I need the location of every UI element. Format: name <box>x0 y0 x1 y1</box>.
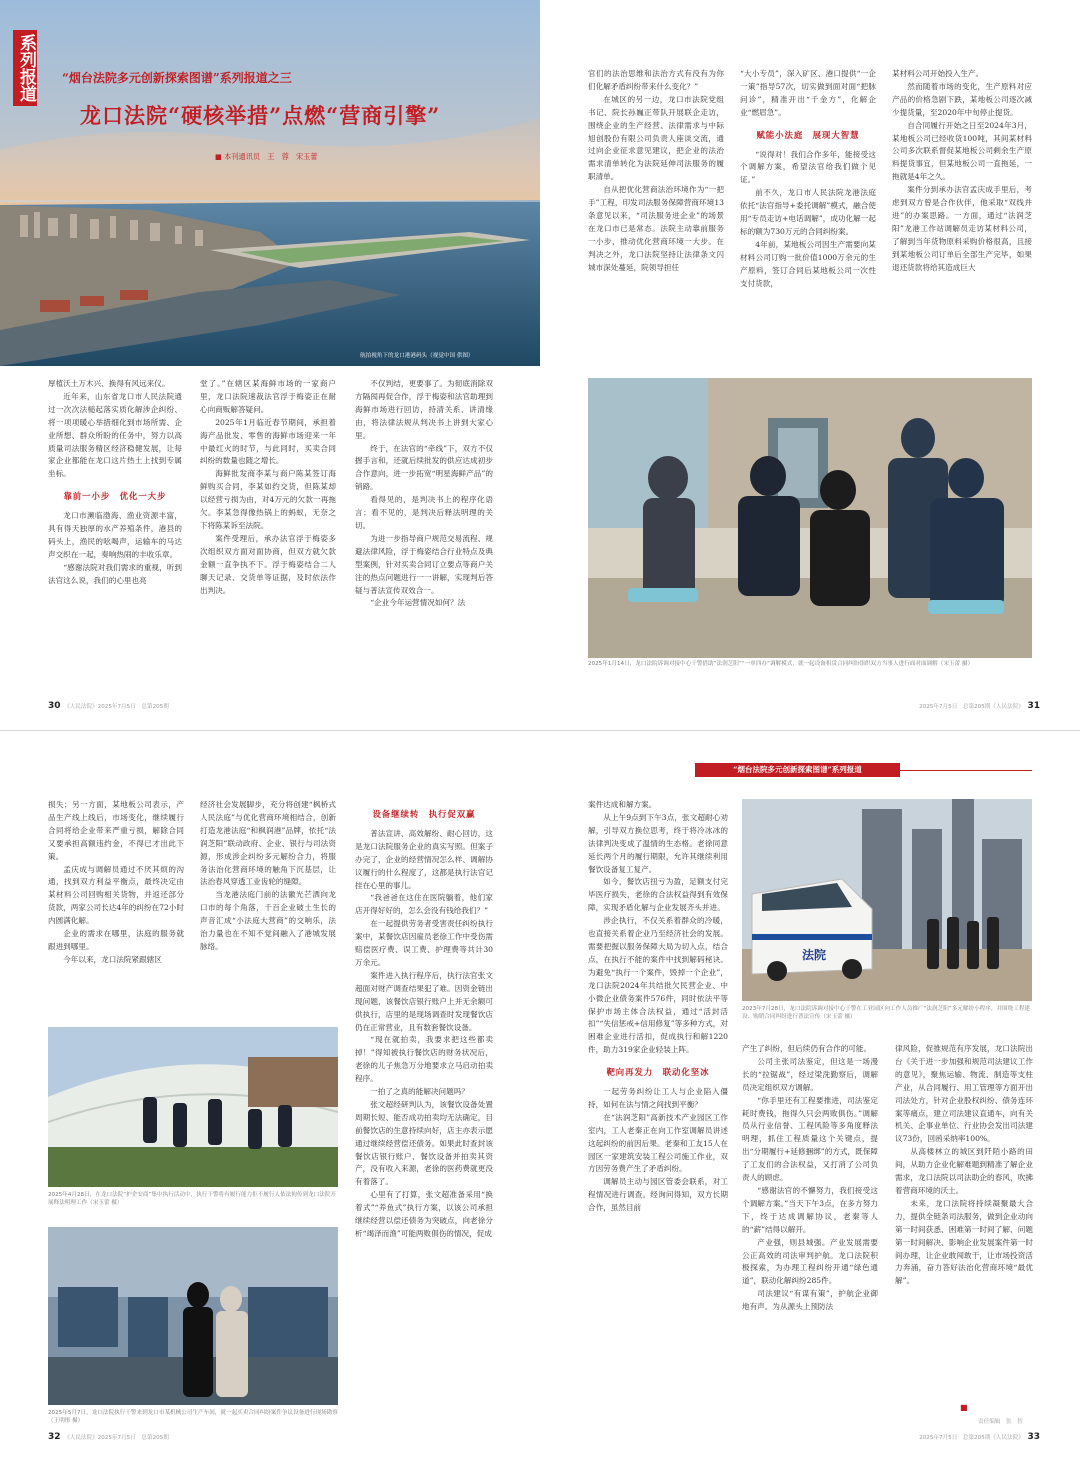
column-1 <box>48 799 184 1039</box>
paragraph: “大小专员”，深入矿区、港口提供“一企一策”指导57次，切实做到面对面“把脉问诊”，精准开出“千金方”，化解企业“燃眉急”。 <box>740 69 876 117</box>
paragraph: 企业的需求在哪里，法庭的服务就跟进到哪里。 <box>48 929 184 951</box>
paragraph: 产生了纠纷，但后续仍有合作的可能。 <box>742 1044 872 1053</box>
paragraph: 未来，龙口法院将持续凝聚最大合力，提供全链条司法服务，做到企业动向第一时间获悉、困难第一时间了解、问题第一时间解决、影响企业发展案件第一时间办理，让企业敢闯敢干，让市场投资活力奔涌，奋力答好法治化营商环境“最优解”。 <box>895 1198 1033 1286</box>
paragraph: 自从把优化营商法治环境作为“一把手”工程，印发司法服务保障营商环境13条意见以来，“司法服务进企业”的场景在龙口市已是常态。法院主动靠前服务一小步，推动优化营商环境一大步。在判决之外，龙口法院坚持让法律条文闪城市深处蔓延，院领导担任 <box>588 185 724 272</box>
column-3 <box>355 378 493 696</box>
photo2-caption: 2025年5月7日，龙口法院执行干警来到龙口市某机械公司生产车间，就一起买卖合同纠纷案件争议设备进行现场勘察（王明彤 摄） <box>48 1410 338 1425</box>
paragraph: 一起劳务纠纷让工人与企业陷入僵持，如何在法与情之间找到平衡？ <box>588 1087 728 1109</box>
paragraph: 从上午9点到下午3点，张文超耐心劝解，引导双方换位思考，终于将冷冰冰的法律判决变成了温情的生态格。老徐同意延长两个月的履行期限，允许其继续利用餐饮设备复工复产。 <box>588 812 728 874</box>
editor-credit: 责任编辑 张 智 <box>978 1419 1023 1425</box>
paragraph: 损失；另一方面，某地板公司表示，产品生产线上线后，市场变化，继续履行合同将给企业带来严重亏损，解除合同又要承担高额违约金，不得已才出此下策。 <box>48 800 184 861</box>
paragraph: 前不久，龙口市人民法院龙港法庭依托“法官指导+委托调解”模式，融合使用“专员走访+电话调解”，成功化解一起标的额为730万元的合同纠纷案。 <box>740 188 876 236</box>
paragraph: 案件进入执行程序后，执行法官张文超面对财产调查结果犯了难。因资金链出现问题，该餐饮店银行账户上并无余额可供执行，店里的是现场调查时发现餐饮店仍在正常营业，且有数套餐饮设备。 <box>355 970 493 1032</box>
hero-photo-caption: 航拍视角下的龙口港港码头（视觉中国 供图） <box>360 353 474 359</box>
paragraph: 产业强，则县城强。产业发展需要公正高效的司法审判护航。龙口法院积极探索，为办理工程纠纷开通“绿色通道”，联动化解纠纷285件。 <box>742 1237 878 1286</box>
page-number: 30 <box>48 701 61 711</box>
section-heading: 靠前一小步 优化一大步 <box>63 491 167 502</box>
article-title: 龙口法院“硬核举措”点燃“营商引擎” <box>80 103 441 128</box>
column-3 <box>895 1043 1033 1403</box>
column-3 <box>355 799 493 1429</box>
paragraph: 案件受理后，承办法官浮于梅姿多次组织双方面对面协商，但双方就欠款金额一直争执不下。浮于梅姿结合二人聊天记录、交货单等证据，及时依法作出判决。 <box>200 533 336 595</box>
folio-text: 《人民法院》2025年7月5日 总第205期 <box>64 1435 169 1441</box>
paragraph: 案件分到承办法官孟庆成手里后，考虑到双方曾是合作伙伴，他采取“双线并进”的办案思路。一方面，通过“法润芝阳”龙港工作站调解员走访某材料公司，了解到当年货物原料采购价格很高，且接到某地板公司订单后全部生产完毕，如果退还货款将给其造成巨大 <box>892 185 1032 272</box>
end-mark: ■ <box>960 1403 968 1412</box>
page-30 <box>0 0 540 730</box>
paragraph: 官们的法治思维和法治方式有没有为你们化解矛盾纠纷带来什么变化？” <box>588 69 724 91</box>
paragraph: 在“法润芝阳”高新技术产业园区工作室内，工人老秦正在向工作室调解员讲述这起纠纷的前因后果。老秦和工友15人在园区一家建筑安装工程公司施工作业，双方因劳务费产生了矛盾纠纷。 <box>588 1112 728 1174</box>
paragraph: 调解员主动与园区管委会联系，对工程情况进行调查。经询问得知，双方长期合作，虽然目前 <box>588 1177 728 1213</box>
page-number: 33 <box>1027 1432 1040 1442</box>
page-number: 32 <box>48 1432 61 1442</box>
paragraph: 一拍了之真的能解决问题吗？ <box>370 1087 469 1097</box>
page-32 <box>0 731 540 1461</box>
paragraph: 经济社会发展脚步，充分将创建“枫桥式人民法庭”与优化营商环境相结合，创新打造龙港法庭“和枫润港”品牌，依托“法润芝阳”联动政府、企业、银行与司法资源，形成涉企纠纷多元解纷合力，将服务法治化营商环境的触角下沉基层，让法治春风穿透工业齿轮的缝隙。 <box>200 800 336 887</box>
industrial-park-photo <box>742 799 1032 1001</box>
factory-inspection-photo <box>48 1227 338 1405</box>
section-heading: 靶向再发力 联动化坚冰 <box>606 1067 710 1078</box>
paragraph: 厚植沃土万木兴、换得有风远来仪。 <box>48 379 170 388</box>
folio <box>919 1432 1040 1442</box>
paragraph: 海鲜批发商李某与商户陈某签订海鲜购买合同，李某如约交货，但陈某却以经营亏损为由，对4万元的欠款一再拖欠。李某急得像热锅上的蚂蚁，无奈之下将陈某诉至法院。 <box>200 469 336 530</box>
paragraph: 孟庆成与调解员通过不厌其烦的沟通，找到双方利益平衡点，最终决定由某材料公司回购相关货物，并返还部分货款，两家公司长达4年的纠纷在72小时内圆满化解。 <box>48 864 184 926</box>
mediation-photo <box>588 378 1032 658</box>
page-31 <box>540 0 1080 730</box>
paragraph: 在一起提供劳务者受害责任纠纷执行案中，某餐饮店因雇员老徐工作中受伤需赔偿医疗费、误工费、护理费等共计30万余元。 <box>355 919 493 967</box>
paragraph: “感谢法官的不懈努力，我们接受这个调解方案。”当天下午3点，在多方努力下，终于达成调解协议，老秦等人的“薪”结得以解开。 <box>742 1185 878 1234</box>
paragraph: 公司主张司法鉴定，但这是一场漫长的“拉锯战”，经过梁洗勤察后，调解员决定组织双方调解。 <box>742 1056 878 1092</box>
enforcement-greenhouse-photo <box>48 1027 338 1187</box>
banner-rule <box>900 770 1032 771</box>
paragraph: 终于，在法官的“牵线”下，双方不仅握手言和，还就后续批发的供应达成初步合作意向，进一步拓宽“明星海鲜产品”的销路。 <box>355 443 493 492</box>
paragraph: 今年以来，龙口法院紧跟辖区 <box>63 954 162 964</box>
paragraph: 近年来，山东省龙口市人民法院通过一次次法槌起落实质化解涉企纠纷、将一项项暖心举措细化到市场所需、企业所想、群众所盼的任务中，努力以高质量司法服务精区经济稳健发展，让每家企业都能在龙口这片热土上找到专属坐标。 <box>48 391 182 479</box>
paragraph: 心里有了打算，张文超准备采用“换着式”“养鱼式”执行方案，以该公司承担继续经营以偿还债务为突破点，向老徐分析“竭泽而渔”可能两败俱伤的情况，促成 <box>355 1190 493 1238</box>
paragraph: 堂了。”在辖区某海鲜市场的一家商户里，龙口法院速裁法官浮于梅姿正在耐心向商贩解答疑问。 <box>200 379 336 414</box>
paragraph: “说得对！我们合作多年，能接受这个调解方案，希望法官给我们做个见证。” <box>740 149 876 185</box>
paragraph: 4年前，某地板公司因生产需要向某材料公司订购一批价值1000万余元的生产原料，签订合同后某地板公司一次性支付货款， <box>740 239 876 288</box>
paragraph: “我爸爸在这住在医院躺着，他们家店开得好好的，怎么会没有钱给我们？” <box>355 893 493 916</box>
column-2 <box>742 1043 878 1429</box>
paragraph: 不仅判结，更要事了。为彻底消除双方隔阂再促合作，浮于梅姿和法官助理到海鲜市场进行回访，持清关系、讲清缘由，将法律法规从判决书上讲到大家心里。 <box>355 379 493 440</box>
paragraph: “你手里还有工程要推进，司法鉴定耗时费钱，拖得久只会两败俱伤。”调解员从行业信誉、工程风险等多角度释法明理，抓住工程质量这个关键点，提出“分期履行+延修捆绑”的方式，既保障了工友们的合法权益，又打消了公司负责人的顾虑。 <box>742 1095 878 1183</box>
hero-harbor-photo <box>0 0 540 366</box>
series-banner: “烟台法院多元创新探索图谱”系列报道 <box>695 763 900 777</box>
paragraph: “感谢法院对我们需求的重视，听到法官这么说，我们的心里也亮 <box>48 562 182 585</box>
paragraph: 为进一步指导商户规范交易流程、规避法律风险，浮于梅姿结合行业特点及典型案例，针对买卖合同订立要点等商户关注的热点问题进行一一讲解，实现判后答疑与普法宣传双效合一。 <box>355 533 493 595</box>
paragraph: 看得见的，是判决书上的程序化语言；看不见的，是判决后释法明理的关切。 <box>355 495 493 530</box>
section-heading: 设备继续转 执行促双赢 <box>372 809 476 819</box>
paragraph: 如今，餐饮店扭亏为盈，足额支付完毕医疗损失，老徐的合法权益得到有效保障，实现矛盾化解与企业发展齐头并进。 <box>588 877 728 913</box>
paragraph: 龙口市濒临渤海、渔业资源丰富，具有得天独厚的水产养殖条件，港县的码头上，渔民的吆喝声，运输车的马达声交织在一起，奏响热闹的丰收乐章。 <box>48 511 182 559</box>
column-1 <box>588 68 724 364</box>
page-number: 31 <box>1027 701 1040 711</box>
folio <box>48 701 169 711</box>
folio-text: 《人民法院》2025年7月5日 总第205期 <box>64 704 169 710</box>
paragraph: “现在就拍卖，我要求把这些都卖掉！”得知被执行餐饮店的财务状况后，老徐的儿子焦急万分地要求立马启动拍卖程序。 <box>355 1035 493 1084</box>
paragraph: 律风险，促推规范有序发展，龙口法院出台《关于进一步加强和规范司法建议工作的意见》，聚焦运输、物流、制造等支柱产业，从合同履行、用工管理等方面开出司法处方，针对企业股权纠纷、债务连环案等痛点，建立司法建议直通车，向有关机关、企事业单位、行业协会发出司法建议73份，回函采纳率100%。 <box>895 1044 1033 1144</box>
vertical-series-tag: 系列报道 <box>13 30 37 106</box>
photo1-caption: 2025年4月28日，在龙口法院“护企安商”集中执行活动中，执行干警将有履行能力拒不履行人依法拘传到龙口法院开展释法明理工作（宋玉蕾 摄） <box>48 1192 337 1207</box>
column-2 <box>740 68 876 364</box>
series-line: “烟台法院多元创新探索图谱”系列报道之三 <box>62 71 292 85</box>
column-2 <box>200 378 336 696</box>
paragraph: 自合同履行开始之日至2024年3月，某地板公司已经收货100吨，其间某材料公司多次联系督促某地板公司剩余生产原料提货事宜，但某地板公司一直拖延，一拖就是4年之久。 <box>892 120 1032 182</box>
folio-text: 2025年7月5日 总第205期《人民法院》 <box>919 1435 1024 1441</box>
paragraph: “企业今年运营情况如何？法 <box>370 598 466 608</box>
photo-caption: 2023年7月28日，龙口法院诉调对接中心干警在工业园区向工作人员推广“法润芝阳”多元解纷小程序，并围绕工程建设、购销合同纠纷进行普法宣传（宋玉蕾 摄） <box>742 1006 1031 1021</box>
folio <box>919 701 1040 711</box>
folio-text: 2025年7月5日 总第205期《人民法院》 <box>919 704 1024 710</box>
paragraph: 在城区的另一边，龙口市法院党组书记、院长孙巍正带队开展联企走访，围绕企业的生产经营、法律需求与中际旭创股份有限公司负责人座谈交流，通过向企业征求意见建议，把企业的法治需求清单转化为法院延伸司法服务的履职清单。 <box>588 94 724 182</box>
column-2 <box>200 799 336 1039</box>
byline: ■ 本刊通讯员 王 蓉 宋玉蕾 <box>215 152 318 161</box>
column-3 <box>892 68 1032 364</box>
column-1 <box>588 799 728 1429</box>
paragraph: 当龙港法庭门前的法徽光芒洒向龙口市的每个角落，千百企业破土生长的声音汇成“小法庭大营商”的交响乐，法治力量也在不知不觉间融入了港城发展脉络。 <box>200 890 336 951</box>
column-1 <box>48 378 182 696</box>
photo-caption: 2025年1月14日，龙口法院诉调对接中心干警借助“法润芝阳”“一单四办”调解模式，就一起设备租赁合同纠纷组织双方当事人进行面对面调解（宋玉蕾 摄） <box>588 661 974 667</box>
paragraph: 张文超经研判认为，该餐饮设备处置周期长短、能否成功拍卖均无法确定，目前餐饮店的生意持续向好，店主亦表示愿通过继续经营偿还债务。如果此时查封该餐饮店银行账户、餐饮设备并拍卖其资产，没有收入来源，老徐的医药费就更没有着落了。 <box>355 1099 493 1187</box>
section-heading: 赋能小法庭 展现大智慧 <box>756 129 860 140</box>
paragraph: 涉企执行，不仅关系着群众的冷暖，也直接关系着企业乃至经济社会的发展。需要把握以服务保障大局为切入点，结合点，在执行不能的案件中找到解码秘诀。为避免“执行一个案件，毁掉一个企业”，龙口法院2024年共结批欠民营企业、中小微企业债务案件576件，同时依法平等保护市场主体合法权益，通过“活封活扣”“失信惩戒+信用修复”等多种方式，对困难企业进行活扣，促成执行和解1220件，助力319家企业轻装上阵。 <box>588 916 728 1055</box>
paragraph: 案件达成和解方案。 <box>588 800 657 809</box>
van-label: 法院 <box>802 948 827 962</box>
page-33 <box>540 731 1080 1461</box>
folio <box>48 1432 169 1442</box>
paragraph: 从高楼林立的城区到阡陌小路的田间，从助力企业化解难题到精准了解企业需求，龙口法院以司法助企的春风，吹拂着营商环境的沃土。 <box>895 1147 1033 1195</box>
paragraph: 司法建议“有谋有策”，护航企业御地有声。为从源头上预防法 <box>742 1289 878 1312</box>
paragraph: 某材料公司开始投入生产。 <box>892 69 984 78</box>
paragraph: 然而随着市场的变化，生产原料对应产品的价格急剧下跌，某地板公司逐次减少提货量，至2020年中旬停止提货。 <box>892 81 1032 117</box>
paragraph: 普法宣讲、高效解纷、耐心回访，这是龙口法院服务企业的真实写照。但案子办完了，企业的经营情况怎么样、调解协议履行的什么程度了，这都是执行法官记挂在心里的事儿。 <box>355 828 493 890</box>
paragraph: 2025年1月临近春节期间，承担着海产品批发、零售的海鲜市场迎来一年中最红火的时节，与此同时，买卖合同纠纷的数量也随之增长。 <box>200 417 336 466</box>
